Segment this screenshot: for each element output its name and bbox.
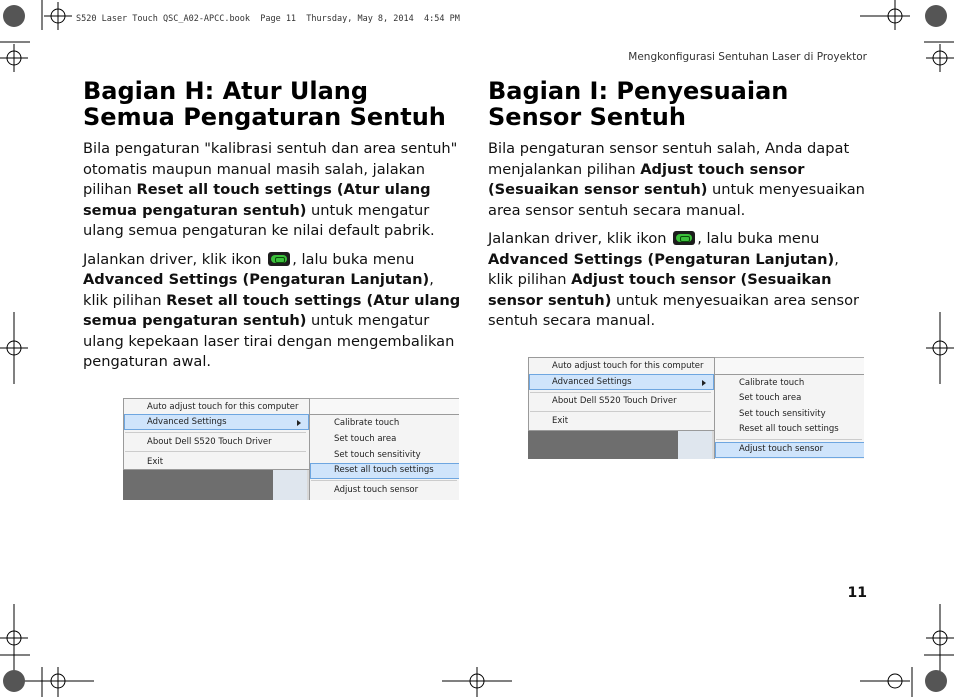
page-number: 11: [847, 585, 867, 601]
menu-item-exit[interactable]: Exit: [147, 457, 164, 467]
submenu-reset-all[interactable]: Reset all touch settings: [334, 465, 434, 475]
submenu-set-sensitivity[interactable]: Set touch sensitivity: [739, 409, 826, 419]
touch-driver-icon: [268, 252, 290, 266]
submenu-adjust-sensor[interactable]: Adjust touch sensor: [334, 485, 419, 495]
submenu-set-sensitivity[interactable]: Set touch sensitivity: [334, 450, 421, 460]
section-i-paragraph-2: Jalankan driver, klik ikon , lalu buka menu Advanced Settings (Pengaturan Lanjutan), klik pilihan Adjust touch sensor (Sesuaikan sensor sentuh) untuk menyesuaikan area sensor sentuh secara manual.: [488, 230, 860, 329]
chevron-right-icon: [297, 420, 301, 426]
chevron-right-icon: [702, 380, 706, 386]
menu-item-about[interactable]: About Dell S520 Touch Driver: [552, 396, 677, 406]
section-h-paragraph-1: Bila pengaturan "kalibrasi sentuh dan area sentuh" otomatis maupun manual masih salah, jalakan pilihan Reset all touch settings (Atur ulang semua pengaturan sentuh) untuk mengatur ulang semua pengaturan ke nilai default pabrik.: [83, 140, 458, 239]
left-menu-screenshot: [123, 398, 459, 500]
section-h-title: Bagian H: Atur Ulang Semua Pengaturan Sentuh: [83, 77, 446, 131]
menu-item-advanced-settings[interactable]: Advanced Settings: [147, 417, 227, 427]
menu-item-exit[interactable]: Exit: [552, 416, 569, 426]
submenu-calibrate[interactable]: Calibrate touch: [334, 418, 400, 428]
submenu-calibrate[interactable]: Calibrate touch: [739, 378, 805, 388]
section-h-paragraph-2: Jalankan driver, klik ikon , lalu buka menu Advanced Settings (Pengaturan Lanjutan), klik pilihan Reset all touch settings (Atur ulang semua pengaturan sentuh) untuk mengatur ulang kepekaan laser tirai dengan mengembalikan pengaturan awal.: [83, 250, 461, 370]
submenu-set-area[interactable]: Set touch area: [334, 434, 397, 444]
menu-item-advanced-settings[interactable]: Advanced Settings: [552, 377, 632, 387]
submenu-adjust-sensor[interactable]: Adjust touch sensor: [739, 444, 824, 454]
menu-item-auto-adjust[interactable]: Auto adjust touch for this computer: [552, 361, 704, 371]
print-slug: S520 Laser Touch QSC_A02-APCC.book Page 11 Thursday, May 8, 2014 4:54 PM: [76, 14, 460, 24]
submenu-set-area[interactable]: Set touch area: [739, 393, 802, 403]
section-i: [488, 78, 866, 340]
section-i-paragraph-1: Bila pengaturan sensor sentuh salah, Anda dapat menjalankan pilihan Adjust touch sensor (Sesuaikan sensor sentuh) untuk menyesuaikan area sensor sentuh secara manual.: [488, 140, 865, 219]
section-h: [83, 78, 461, 381]
submenu-reset-all[interactable]: Reset all touch settings: [739, 424, 839, 434]
touch-driver-icon: [673, 231, 695, 245]
menu-item-about[interactable]: About Dell S520 Touch Driver: [147, 437, 272, 447]
running-header: Mengkonfigurasi Sentuhan Laser di Proyektor: [628, 51, 867, 63]
menu-item-auto-adjust[interactable]: Auto adjust touch for this computer: [147, 402, 299, 412]
section-i-title: Bagian I: Penyesuaian Sensor Sentuh: [488, 77, 789, 131]
right-menu-screenshot: [528, 357, 864, 459]
